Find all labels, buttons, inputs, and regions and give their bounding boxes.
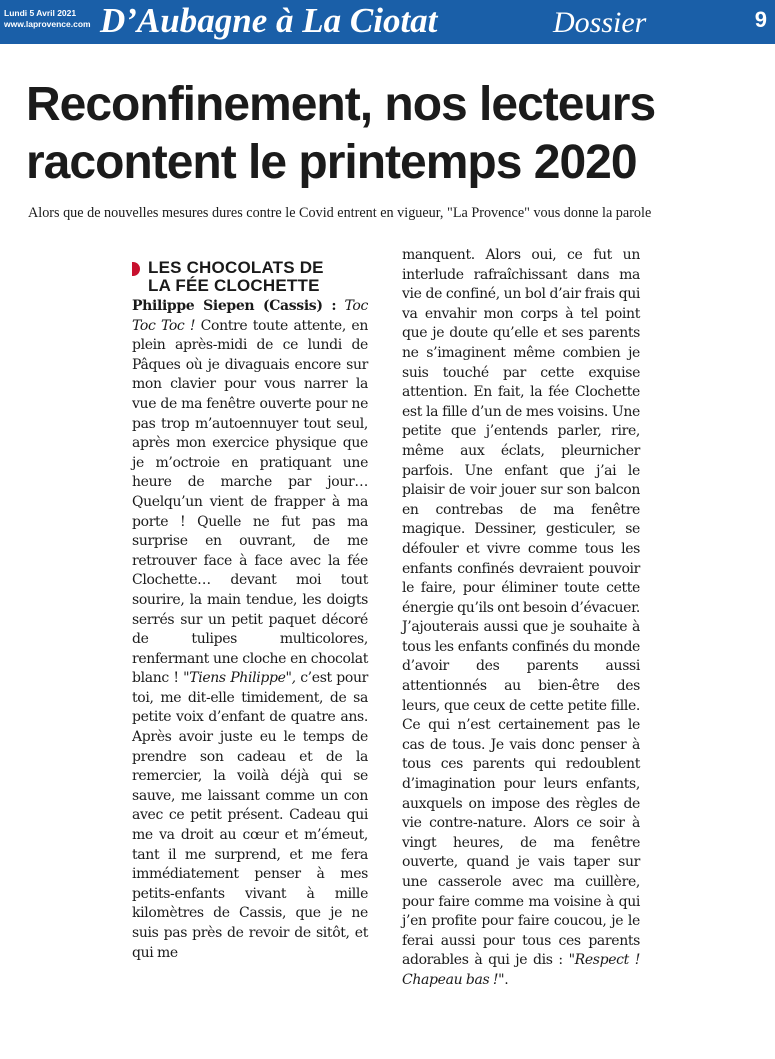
byline: Philippe Siepen (Cassis) : (132, 298, 337, 314)
issue-date-block (4, 8, 91, 30)
section-title: D’Aubagne à La Ciotat (100, 1, 438, 40)
body-text-left-2: c’est pour toi, me dit-elle timidement, de sa petite voix d’enfant de quatre ans. Après avoir juste eu le temps de prendre son cadeau et de la remercier, la voilà déjà qui se sauve, me laissant comme un con avec ce petit présent. Cadeau qui me va droit au cœur et m’émeut, tant il me surprend, et me fera immédiatement penser à mes petits-enfants vivant à mille kilomètres de Cassis, que je ne suis pas près de revoir de sitôt, et qui me (132, 670, 368, 961)
issue-date: Lundi 5 Avril 2021 (4, 8, 77, 18)
lead-phrase: Toc Toc Toc ! (132, 298, 368, 334)
story-kicker (132, 259, 372, 295)
quote-phrase: "Tiens Philippe", (183, 670, 296, 687)
article-column-right (402, 246, 640, 991)
headline-line-1: Reconfinement, nos lecteurs (26, 78, 656, 131)
article-standfirst: Alors que de nouvelles mesures dures contre le Covid entrent en vigueur, "La Provence" vous donne la parole (28, 205, 652, 221)
headline-line-2: racontent le printemps 2020 (26, 136, 637, 189)
page-number: 9 (754, 7, 767, 32)
body-text-left-1: Contre toute attente, en plein après-midi de ce lundi de Pâques où je divaguais encore sur mon clavier pour vous narrer la vue de ma fenêtre ouverte pour ne pas trop m’autoennuyer tout seul, après mon exercice physique que je m’octroie en pratiquant une heure de marche par jour… Quelqu’un vient de frapper à ma porte ! Quelle ne fut pas ma surprise en ouvrant, de me retrouver face à face avec la fée Clochette… devant moi tout sourire, la main tendue, les doigts serrés sur un petit paquet décoré de tulipes multicolores, renfermant une cloche en chocolat blanc ! (132, 317, 368, 687)
kicker-line-1: LES CHOCOLATS DE (148, 258, 324, 277)
article-column-left (132, 297, 368, 963)
closing-quote: "Respect ! Chapeau bas !" (402, 952, 640, 988)
kicker-line-2: LA FÉE CLOCHETTE (148, 276, 320, 295)
section-label: Dossier (553, 6, 647, 39)
article-headline (26, 76, 766, 192)
closing-punctuation: . (504, 971, 509, 988)
body-text-right: manquent. Alors oui, ce fut un interlude rafraîchissant dans ma vie de confiné, un bol d’air frais qui va envahir mon corps à tel point que je doute qu’elle et ses parents ne s’imaginent même combien je suis touché par cette exquise attention. En fait, la fée Clochette est la fille d’un de mes voisins. Une petite que j’entends parler, rire, même aux éclats, pleurnicher parfois. Une enfant que j’ai le plaisir de voir jouer sur son balcon en contrebas de ma fenêtre magique. Dessiner, gesticuler, se défouler et vivre comme tous les enfants confinés devraient pouvoir le faire, pour éliminer toute cette énergie qu’ils ont besoin d’évacuer. J’ajouterais aussi que je souhaite à tous les enfants confinés du monde d’avoir des parents aussi attentionnés au bien-être des leurs, que ceux de cette petite fille. Ce qui n’est certainement pas le cas de tous. Je vais donc penser à tous ces parents qui redoublent d’imagination pour leurs enfants, auxquels on impose des règles de vie contre-nature. Alors ce soir à vingt heures, de ma fenêtre ouverte, quand je vais taper sur une casserole avec ma cuillère, pour faire comme ma voisine à qui j’en profite pour faire coucou, je le ferai aussi pour tous ces parents adorables à qui je dis : (402, 247, 640, 969)
section-header-bar (0, 0, 775, 44)
website-url[interactable]: www.laprovence.com (4, 19, 91, 29)
